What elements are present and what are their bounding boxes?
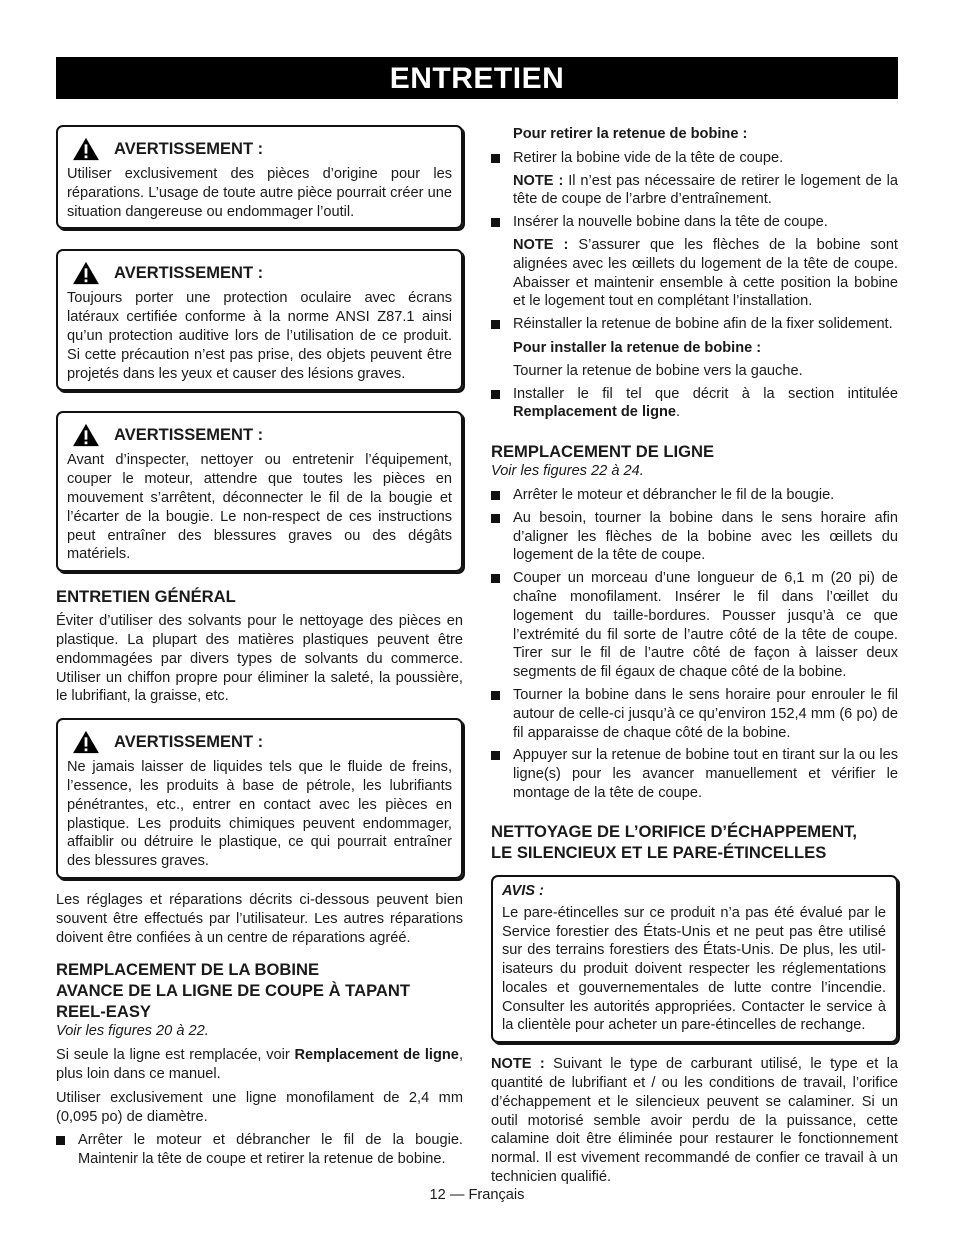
warning-box: [56, 411, 463, 572]
note-text: Suivant le type de carburant utilisé, le type et la quantité de lubrifiant et / ou les conditions de travail, l’orifice d’échappement et le silencieux peuvent se calaminer. Si un outil motorisé semble avoir perdu de la puissance, cette calamine doit être éliminée pour restaurer le fonctionnement normal. Il est vivement recommandé de confier ce travail à un technicien qualifié.: [491, 1056, 898, 1186]
warning-box: [56, 718, 463, 879]
text-run: Si seule la ligne est remplacée, voir: [56, 1047, 295, 1064]
figure-reference: Voir les figures 22 à 24.: [491, 463, 644, 480]
notice-label: AVIS :: [502, 882, 544, 899]
notice-box: [491, 875, 898, 1044]
warning-label: AVERTISSEMENT :: [114, 139, 264, 158]
list-item: Insérer la nouvelle bobine dans la tête de coupe.: [491, 213, 898, 232]
note-label: NOTE :: [491, 1056, 545, 1073]
list-item: Appuyer sur la retenue de bobine tout en tirant sur la ou les ligne(s) pour les avancer manuellement et vérifier le montage de la tête de coupe.: [491, 746, 898, 802]
list-item: Réinstaller la retenue de bobine afin de la fixer solidement.: [491, 315, 898, 334]
text-run: , plus loin dans ce manuel.: [56, 1047, 463, 1082]
figure-reference: Voir les figures 20 à 22.: [56, 1023, 209, 1040]
heading-line: REEL-EASY: [56, 1002, 151, 1022]
warning-header: [71, 137, 452, 161]
right-column: [491, 125, 898, 1187]
note: [491, 172, 898, 210]
warning-text: Toujours porter une protection oculaire avec écrans latéraux certifiée conforme à la norme ANSI Z87.1 ainsi qu’un protection auditive lors de l’utilisation de ce produit. Si cette précaution n’est pas prise, des objets peuvent être projetés dans les yeux et causer des lésions graves.: [67, 290, 452, 382]
warning-box: [56, 249, 463, 391]
subheading-retirer: [491, 125, 898, 144]
page-title: ENTRETIEN: [56, 57, 898, 99]
section-heading-entretien-general: ENTRETIEN GÉNÉRAL: [56, 587, 236, 607]
warning-label: AVERTISSEMENT :: [114, 425, 264, 444]
warning-triangle-icon: [71, 261, 101, 285]
left-column: [56, 125, 463, 1169]
heading-line: LE SILENCIEUX ET LE PARE-ÉTINCELLES: [491, 842, 827, 862]
list-item: Arrêter le moteur et débrancher le fil de la bougie. Maintenir la tête de coupe et retirer la retenue de bobine.: [56, 1131, 463, 1169]
warning-text: Utiliser exclusivement des pièces d’origine pour les réparations. L’usage de toute autre pièce pourrait créer une situation dangereuse ou endommager l’outil.: [67, 166, 452, 220]
notice-text: Le pare-étincelles sur ce produit n’a pas été évalué par le Service forestier des États-Unis et ne peut pas être utilisé sur des terrains forestiers des États-Unis. De plus, les util-isateurs du produit doivent respecter les réglementations locales et gouvernementales de lutte contre l’incendie. Consulter les autorités appropriées. Contacter le service à la clientèle pour acheter un pare-étincelles de rechange.: [502, 904, 886, 1034]
bullet-list: [491, 213, 898, 232]
repairs-text: Les réglages et réparations décrits ci-dessous peuvent bien souvent être effectués par l’utilisateur. Les autres réparations doivent être confiées à un centre de réparations agréé.: [56, 891, 463, 946]
heading-line: REMPLACEMENT DE LA BOBINE: [56, 960, 320, 980]
section-heading-remplacement-ligne: REMPLACEMENT DE LIGNE: [491, 442, 715, 462]
warning-triangle-icon: [71, 137, 101, 161]
list-item: Retirer la bobine vide de la tête de coupe.: [491, 149, 898, 168]
installer-text: Tourner la retenue de bobine vers la gauche.: [513, 362, 803, 379]
subheading-installer: [491, 339, 898, 358]
bullet-list: [491, 385, 898, 423]
warning-box: [56, 125, 463, 229]
bullet-list: [491, 486, 898, 803]
warning-label: AVERTISSEMENT :: [114, 732, 264, 751]
warning-triangle-icon: [71, 730, 101, 754]
note: [491, 1055, 898, 1187]
warning-triangle-icon: [71, 423, 101, 447]
section-heading-echappement: [491, 821, 898, 863]
bobine-text: [56, 1046, 463, 1084]
section-heading-bobine: [56, 959, 463, 1022]
general-text: Éviter d’utiliser des solvants pour le nettoyage des pièces en plastique. La plupart des matières plastiques peuvent être endommagées par divers types de solvants du commerce. Utiliser un chiffon propre pour éliminer la saleté, la poussière, le lubrifiant, la graisse, etc.: [56, 613, 463, 705]
warning-text: Ne jamais laisser de liquides tels que le fluide de freins, l’essence, les produits à base de pétrole, les lubrifiants pénétrantes, etc., entrer en contact avec les pièces en plastique. Les produits chimiques peuvent endommager, affaiblir ou détruire le plastique, ce qui pourrait entraîner des blessures graves.: [67, 759, 452, 870]
warning-label: AVERTISSEMENT :: [114, 263, 264, 282]
bullet-list: [56, 1131, 463, 1169]
note-text: S’assurer que les flèches de la bobine sont alignées avec les œillets du logement de la tête de coupe. Abaisser et maintenir ensemble à cette position la bobine et le logement tout en complétant l’installation.: [513, 236, 898, 310]
note: [491, 236, 898, 311]
text-run: .: [676, 404, 681, 421]
warning-header: [71, 261, 452, 285]
bobine-text: Utiliser exclusivement une ligne monofilament de 2,4 mm (0,095 po) de diamètre.: [56, 1089, 463, 1125]
list-item: Arrêter le moteur et débrancher le fil de la bougie.: [491, 486, 898, 505]
bullet-list: [491, 149, 898, 168]
warning-header: [71, 730, 452, 754]
note-text: Il n’est pas nécessaire de retirer le logement de la tête de coupe de l’arbre d’entraînement.: [513, 172, 898, 208]
note-label: NOTE :: [513, 236, 569, 253]
cross-reference-link: Remplacement de ligne: [513, 404, 677, 421]
heading-line: NETTOYAGE DE L’ORIFICE D’ÉCHAPPEMENT,: [491, 821, 858, 841]
list-item: [491, 385, 898, 423]
list-item: Tourner la bobine dans le sens horaire pour enrouler le fil autour de celle-ci jusqu’à ce qu’environ 152,4 mm (6 po) de fil apparaisse de chaque côté de la bobine.: [491, 686, 898, 742]
subheading-text: Pour installer la retenue de bobine :: [513, 339, 762, 356]
bullet-list: [491, 315, 898, 334]
text-run: Installer le fil tel que décrit à la section intitulée: [513, 385, 898, 402]
page-footer: 12 — Français: [429, 1187, 525, 1203]
list-item: Au besoin, tourner la bobine dans le sens horaire afin d’aligner les flèches de la bobine avec les œillets du logement de la tête de coupe.: [491, 509, 898, 565]
cross-reference-link: Remplacement de ligne: [294, 1047, 459, 1064]
warning-header: [71, 423, 452, 447]
note-label: NOTE :: [513, 172, 564, 189]
warning-text: Avant d’inspecter, nettoyer ou entretenir l’équipement, couper le moteur, attendre que toutes les pièces en mouvement s’arrêtent, déconnecter le fil de la bougie et l’écarter de la bougie. Le non-respect de ces instructions peut entraîner des blessures graves ou des dégâts matériels.: [67, 452, 452, 563]
heading-line: AVANCE DE LA LIGNE DE COUPE À TAPANT: [56, 981, 411, 1001]
subheading-text: Pour retirer la retenue de bobine :: [513, 126, 748, 142]
list-item: Couper un morceau d’une longueur de 6,1 m (20 pi) de chaîne monofilament. Insérer le fil dans l’œillet du logement du taille-bordures. Pousser jusqu’à ce que l’extrémité du fil sorte de l’autre côté de la tête de coupe. Tirer sur le fil de l’autre côté de façon à laisser deux segments de fil égaux de chaque côté de la bobine.: [491, 569, 898, 682]
